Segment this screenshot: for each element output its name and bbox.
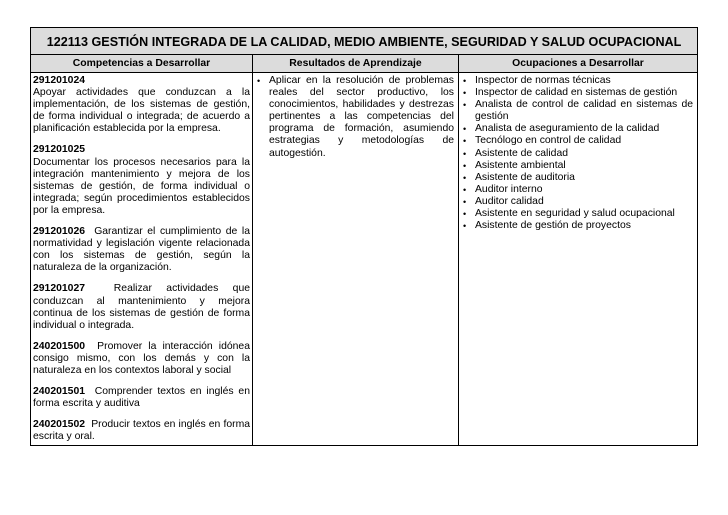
competencia-text: Documentar los procesos necesarios para la integración mantenimiento y mejora de los sistemas de gestión, de forma individual o integrada; según procedimientos establecidos por la empresa. bbox=[33, 156, 250, 216]
bullet-icon: • bbox=[463, 184, 467, 195]
competencia-code: 291201027 bbox=[33, 283, 86, 295]
competencia-code: 291201024 bbox=[33, 75, 86, 86]
bullet-icon: • bbox=[257, 76, 261, 86]
header-ocupaciones: Ocupaciones a Desarrollar bbox=[459, 55, 698, 73]
competencia-item bbox=[33, 75, 250, 135]
ocupaciones-cell bbox=[459, 73, 698, 446]
bullet-icon: • bbox=[463, 221, 467, 232]
ocupacion-item: • Asistente de calidad bbox=[463, 147, 568, 159]
competencia-text: Realizar actividades que conduzcan al mantenimiento y mejora continua de los sistemas de gestión de forma individual o integrada. bbox=[33, 283, 250, 331]
ocupacion-item: • Asistente de auditoria bbox=[463, 171, 575, 183]
bullet-icon: • bbox=[463, 172, 467, 183]
bullet-icon: • bbox=[463, 196, 467, 207]
bullet-icon: • bbox=[463, 148, 467, 159]
ocupacion-item: • Inspector de normas técnicas bbox=[463, 75, 611, 86]
bullet-icon: • bbox=[463, 160, 467, 171]
program-title: 122113 GESTIÓN INTEGRADA DE LA CALIDAD, MEDIO AMBIENTE, SEGURIDAD Y SALUD OCUPACIONAL bbox=[31, 28, 698, 55]
resultados-list bbox=[255, 75, 454, 160]
ocupacion-item: • Asistente ambiental bbox=[463, 159, 566, 171]
bullet-icon: • bbox=[463, 88, 467, 99]
ocupacion-item: • Asistente en seguridad y salud ocupacional bbox=[463, 208, 675, 220]
ocupacion-item: • Auditor interno bbox=[463, 183, 543, 195]
competencia-item bbox=[33, 283, 250, 331]
competencia-code: 291201025 bbox=[33, 144, 86, 156]
competencia-code: 240201502 bbox=[33, 419, 86, 431]
bullet-icon: • bbox=[463, 209, 467, 220]
ocupacion-item: • Analista de control de calidad en sistemas de gestión bbox=[463, 99, 694, 123]
resultado-item: • Aplicar en la resolución de problemas reales del sector productivo, los conocimientos, habilidades y destrezas pertinentes a las competencias del programa de formación, asumiendo estrategias y metodologías de autogestión. bbox=[257, 75, 454, 159]
competencia-code: 291201026 bbox=[33, 226, 86, 238]
competencia-item bbox=[33, 386, 250, 410]
competencia-item bbox=[33, 144, 250, 217]
competencia-text: Apoyar actividades que conduzcan a la implementación, de los sistemas de gestión, de forma individual o integrada; de acuerdo a planificación establecida por la empresa. bbox=[33, 87, 250, 135]
program-table bbox=[30, 27, 698, 446]
ocupaciones-list bbox=[461, 75, 693, 232]
ocupacion-item: • Auditor calidad bbox=[463, 195, 544, 207]
bullet-icon: • bbox=[463, 76, 467, 86]
header-competencias: Competencias a Desarrollar bbox=[31, 55, 253, 73]
ocupacion-item: • Asistente de gestión de proyectos bbox=[463, 220, 631, 232]
ocupacion-item: • Inspector de calidad en sistemas de gestión bbox=[463, 87, 678, 99]
ocupacion-item: • Analista de aseguramiento de la calidad bbox=[463, 123, 660, 135]
competencia-text: Producir textos en inglés en forma escrita y oral. bbox=[33, 419, 250, 443]
competencia-item bbox=[33, 226, 250, 274]
competencias-cell bbox=[31, 73, 253, 446]
competencia-text: Garantizar el cumplimiento de la normatividad y legislación vigente relacionada con los sistemas de gestión, según la naturaleza de la organización. bbox=[33, 226, 250, 274]
ocupacion-item: • Tecnólogo en control de calidad bbox=[463, 135, 622, 147]
bullet-icon: • bbox=[463, 136, 467, 147]
competencia-code: 240201501 bbox=[33, 386, 86, 398]
competencia-code: 240201500 bbox=[33, 340, 86, 352]
competencia-item bbox=[33, 341, 250, 377]
competencia-item bbox=[33, 419, 250, 443]
bullet-icon: • bbox=[463, 124, 467, 135]
competencia-text: Promover la interacción idónea consigo mismo, con los demás y con la naturaleza en los contextos laboral y social bbox=[33, 340, 250, 376]
competencia-text: Comprender textos en inglés en forma escrita y auditiva bbox=[33, 386, 250, 410]
bullet-icon: • bbox=[463, 100, 467, 111]
resultados-cell bbox=[253, 73, 459, 446]
header-resultados: Resultados de Aprendizaje bbox=[253, 55, 459, 73]
